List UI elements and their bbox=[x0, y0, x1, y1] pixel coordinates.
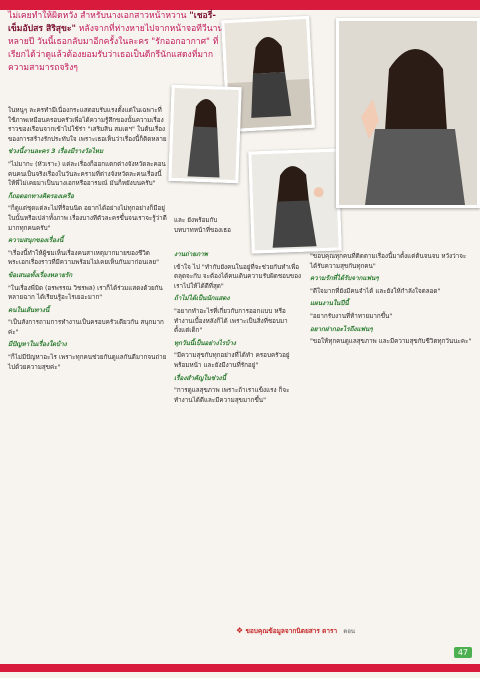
col-text: "ก็ดูแต่ชุดแต่ละไม่ที่ร้อนนิด อยากได้อย่างไม่ทุกอย่างก็มีอยู่ในนั้นหรือเปล่าทั้งภาพ เรื่องบางทีตัวละครขึ้นจนเราจะรู้ว่าดีมากทุกคนครับ" bbox=[8, 205, 167, 232]
credit-tag: ตอน bbox=[343, 628, 356, 635]
col-text: "มีความสุขกับทุกอย่างที่ได้ทำ ครอบครัวอยู่พร้อมหน้า และยังมีงานที่รักอยู่" bbox=[174, 352, 290, 369]
photo-credit bbox=[236, 626, 462, 636]
article-lede bbox=[8, 10, 228, 75]
photo-standing bbox=[168, 85, 241, 183]
page-number: 47 bbox=[454, 647, 472, 658]
col-text: "ในเรื่องพี่มิด (อรพรรณ วิชรพล) เราก็ได้ร่วมแสดงด้วยกันหลายฉาก ได้เรียนรู้อะไรเยอะมาก" bbox=[8, 284, 163, 302]
col-text: "การดูแลสุขภาพ เพราะถ้าเราแข็งแรง ก็จะทำงานได้ดีและมีความสุขมากขึ้น" bbox=[174, 387, 290, 404]
col-question: ความสนุกของเรื่องนี้ bbox=[8, 237, 64, 245]
col-text: "เป็นสังการถามการทำงานเป็นครอบครัวเดียวกัน สนุกมากค่ะ" bbox=[8, 319, 164, 336]
col-text: เข้าใจ ไป "ทำกับยังคนในอยู่ที่จะช่วยกันทำเพื่อตลุดจะกับ จะต้องได้คนเดินความรับผิดชอบของเราไปให้ได้ดีที่สุด" bbox=[174, 263, 302, 290]
col-question: เรื่องสำคัญในช่วงนี้ bbox=[174, 374, 226, 382]
col-text: "อยากทำอะไรที่เกี่ยวกับการออกแบบ หรือทำงานเบื้องหลังก็ได้ เพราะเป็นสิ่งที่ชอบมาตั้งแต่เด็ก" bbox=[174, 307, 288, 335]
left-column bbox=[8, 106, 168, 375]
col-question: ถ้าไม่ได้เป็นนักแสดง bbox=[174, 295, 230, 303]
col-text: "เรื่องนี้ทำให้ผู้ชมเห็นเรื่องคนสาเหตุมากมายของชีวิตพระเอกเรื่องราวที่มีความพร้อมไม่เคยเห็นกันมาก่อนเลย" bbox=[8, 249, 159, 267]
lede-intro: ไม่เคยทำให้ผิดหวัง สำหรับนางเอกสาวหน้าหวาน bbox=[8, 11, 187, 21]
col-question: อยากฝากอะไรถึงแฟนๆ bbox=[310, 325, 373, 333]
photo-pose bbox=[248, 148, 342, 253]
col-text: "อยากรับงานที่ท้าทายมากขึ้น" bbox=[310, 312, 393, 320]
middle-column-top bbox=[174, 216, 234, 238]
col-question: มีปัญหาในเรื่องใดบ้าง bbox=[8, 341, 67, 349]
col-question: ช่วงนี้งานละคร 3 เรื่องมีรางวัลไหม bbox=[8, 148, 104, 156]
lede-rest: หลังจากที่ห่างหายไปจากหน้าจอทีวีนานหลายปี วันนี้เธอกลับมาอีกครั้งในละคร "รักออกอากาศ" ที่เรียกได้ว่าดูแล้วต้องยอมรับว่าเธอเป็นดีกรีนักแสดงที่มากความสามารถจริงๆ bbox=[8, 24, 224, 73]
credit-icon: ❖ bbox=[236, 626, 244, 635]
credit-text: ขอบคุณข้อมูลจากนิตยสาร ดารา bbox=[245, 627, 338, 635]
col-text: "ก็ไม่มีปัญหาอะไร เพราะทุกคนช่วยกันดูแลกันดีมากจนถ่ายไปด้วยความสุขค่ะ" bbox=[8, 354, 167, 371]
col-text: "ไม่มากะ (หัวเราะ) แต่ละเรื่องก็ออกแตกต่างจังหวัดละคอนคนคนเป็นจริงเรื่องในวันละครามที่ต่างจังหวัดละคนเรื่องนี้ให้พี่ไม่เคยมาเป็นนางเอกหรืออารมณ์ มันก็หยังบนครับ" bbox=[8, 160, 166, 188]
col-question: ความรักที่ได้รับจากแฟนๆ bbox=[310, 275, 379, 283]
col-question: ทุกวันนี้เป็นอย่างไรบ้าง bbox=[174, 339, 236, 347]
col-text: และ ยังพร้อมกับบทบาทหน้าที่ของเธอ bbox=[174, 217, 231, 234]
col-text: "ดีใจมากที่ยังมีคนจำได้ และยังให้กำลังใจตลอด" bbox=[310, 287, 441, 295]
lede-name: "เชอรี่-เข็มอัปสร สิริสุขะ" bbox=[8, 11, 216, 34]
bottom-accent-bar bbox=[0, 664, 480, 672]
col-question: คนในเส้นทางนี้ bbox=[8, 306, 50, 314]
right-column bbox=[310, 252, 472, 350]
top-accent-bar bbox=[0, 0, 480, 10]
col-question: ก็ถอดอกทางคิดรองเครือ bbox=[8, 192, 74, 200]
col-text: "ขอให้ทุกคนดูแลสุขภาพ และมีความสุขกับชีวิตทุกวันนะคะ" bbox=[310, 338, 472, 346]
col-text: "ขอบคุณทุกคนที่ติดตามเรื่องนี้มาตั้งแต่ต้นจนจบ หวังว่าจะได้รับความสุขกันทุกคน" bbox=[310, 253, 467, 270]
middle-column bbox=[174, 250, 302, 408]
col-question: งานถ่ายภาพ bbox=[174, 251, 208, 258]
col-text: ในหนูๆ ละครทำมีเนื่องกระแสตอบรับแรงตั้งแต่ในเฉพาะที่ใช้ภาพเหมือนครอบครัวเพื่อได้ความรู้สึกของนั้นความเรื่องราวของเรือนจากเข้าไปใช้ร่า "เสริมสิน สมเดฯ" ในต้นเรื่องของการสร้างรักประทับใจ เพราะเธอเห็นว่าเรื่องนี้ก็ติดหลาย bbox=[8, 107, 167, 143]
col-question: ข้อเสนอทั้งเรื่องหลายรัก bbox=[8, 271, 73, 279]
photo-portrait bbox=[336, 18, 480, 208]
col-question: แผนงานในปีนี้ bbox=[310, 300, 349, 308]
